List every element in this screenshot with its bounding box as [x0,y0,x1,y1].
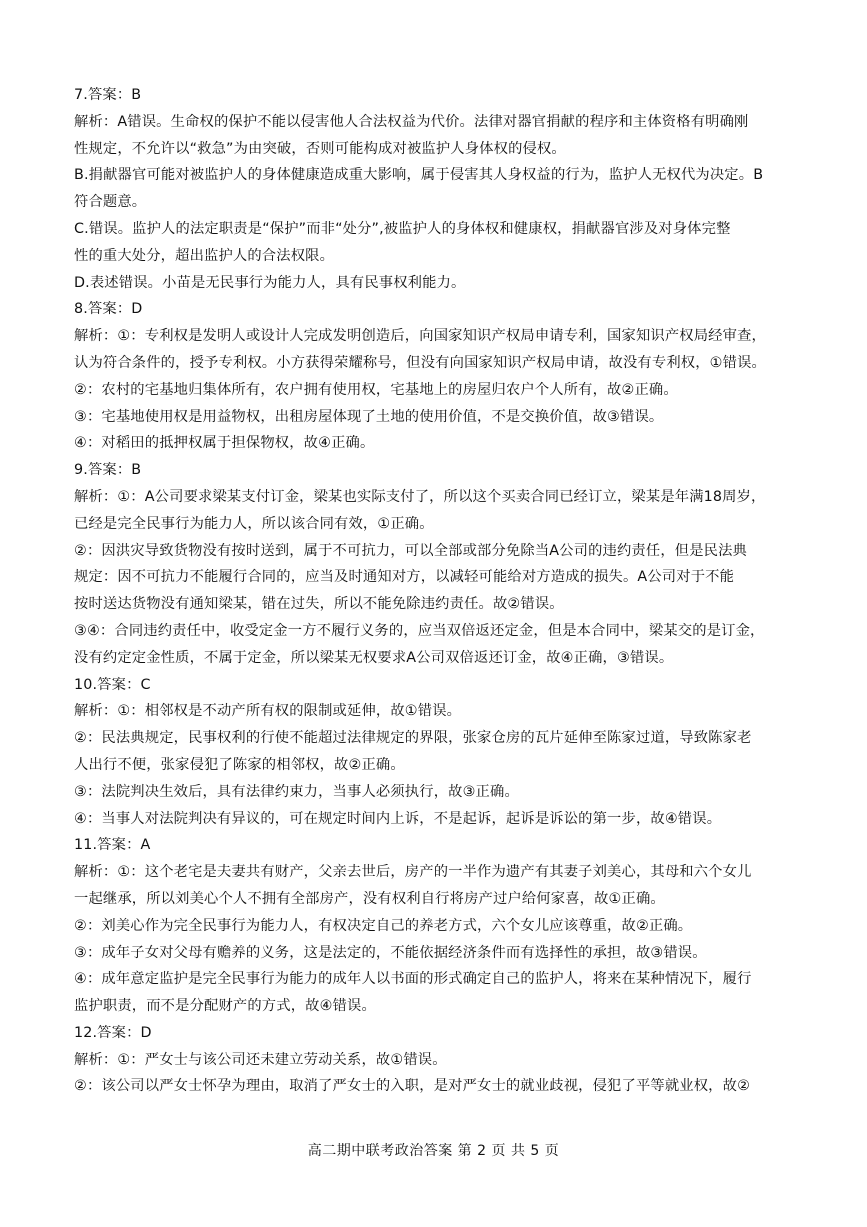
text-line: 认为符合条件的，授予专利权。小方获得荣耀称号，但没有向国家知识产权局申请，故没有专利权，①错误。 [74,354,766,371]
text-line: ②：该公司以严女士怀孕为理由，取消了严女士的入职，是对严女士的就业歧视，侵犯了平等就业权，故② [74,1078,751,1095]
text-line: 解析：①：相邻权是不动产所有权的限制或延伸，故①错误。 [74,703,462,720]
text-line: 7.答案：B [74,87,142,103]
text-line: 性规定，不允许以“救急”为由突破，否则可能构成对被监护人身体权的侵权。 [74,140,566,157]
text-line: ③：法院判决生效后，具有法律约束力，当事人必须执行，故③正确。 [74,783,519,800]
text-line: 解析：①：专利权是发明人或设计人完成发明创造后，向国家知识产权局申请专利，国家知识产权局经审查， [74,328,766,345]
text-line: 12.答案：D [74,1024,152,1041]
text-line: ②：因洪灾导致货物没有按时送到，属于不可抗力，可以全部或部分免除当A公司的违约责任，但是民法典 [74,542,748,559]
text-line: 监护职责，而不是分配财产的方式，故④错误。 [74,998,376,1015]
text-line: ④：当事人对法院判决有异议的，可在规定时间内上诉，不是起诉，起诉是诉讼的第一步，故④错误。 [74,810,722,827]
text-line: 符合题意。 [74,194,147,211]
text-line: 解析：①：这个老宅是夫妻共有财产，父亲去世后，房产的一半作为遗产有其妻子刘美心，其母和六个女儿 [74,864,752,881]
text-line: 已经是完全民事行为能力人，所以该合同有效，①正确。 [74,515,434,532]
answer-text-body [74,82,799,1100]
text-line: 解析：①：严女士与该公司还未建立劳动关系，故①错误。 [74,1051,447,1068]
text-line: D.表述错误。小苗是无民事行为能力人，具有民事权利能力。 [74,274,466,291]
text-line: 解析：A错误。生命权的保护不能以侵害他人合法权益为代价。法律对器官捐献的程序和主体资格有明确刚 [74,113,749,130]
text-line: ④：对稻田的抵押权属于担保物权，故④正确。 [74,435,375,452]
text-line: 性的重大处分，超出监护人的合法权限。 [74,247,335,264]
text-line: 没有约定定金性质，不属于定金，所以梁某无权要求A公司双倍返还订金，故④正确，③错误。 [74,649,674,666]
text-line: 规定：因不可抗力不能履行合同的，应当及时通知对方，以减轻可能给对方造成的损失。A公司对于不能 [74,569,735,586]
text-line: 按时送达货物没有通知梁某，错在过失，所以不能免除违约责任。故②错误。 [74,596,564,613]
text-line: ②：民法典规定，民事权利的行使不能超过法律规定的界限，张家仓房的瓦片延伸至陈家过道，导致陈家老 [74,730,752,747]
text-line: ③：成年子女对父母有赡养的义务，这是法定的，不能依据经济条件而有选择性的承担，故③错误。 [74,944,707,961]
text-line: 9.答案：B [74,462,142,479]
text-line: 8.答案：D [74,301,143,318]
text-line: ④：成年意定监护是完全民事行为能力的成年人以书面的形式确定自己的监护人，将来在某种情况下，履行 [74,971,752,988]
text-line: 11.答案：A [74,837,151,854]
text-line: B.捐献器官可能对被监护人的身体健康造成重大影响，属于侵害其人身权益的行为，监护人无权代为决定。B [74,167,764,184]
page-footer: 高二期中联考政治答案 第 2 页 共 5 页 [307,1143,560,1159]
text-line: 解析：①：A公司要求梁某支付订金，梁某也实际支付了，所以这个买卖合同已经订立，梁某是年满18周岁， [74,488,766,505]
text-line: ③④：合同违约责任中，收受定金一方不履行义务的，应当双倍返还定金，但是本合同中，梁某交的是订金， [74,622,765,639]
text-line: 一起继承，所以刘美心个人不拥有全部房产，没有权利自行将房产过户给何家喜，故①正确。 [74,890,665,907]
text-line: C.错误。监护人的法定职责是“保护”而非“处分”,被监护人的身体权和健康权，捐献器官涉及对身体完整 [74,220,731,237]
text-line: ②：农村的宅基地归集体所有，农户拥有使用权，宅基地上的房屋归农户个人所有，故②正确。 [74,381,678,398]
text-line: ③：宅基地使用权是用益物权，出租房屋体现了土地的使用价值，不是交换价值，故③错误。 [74,408,664,425]
text-line: ②：刘美心作为完全民事行为能力人，有权决定自己的养老方式，六个女儿应该尊重，故②正确。 [74,917,693,934]
text-line: 人出行不便，张家侵犯了陈家的相邻权，故②正确。 [74,756,405,773]
text-line: 10.答案：C [74,676,151,693]
